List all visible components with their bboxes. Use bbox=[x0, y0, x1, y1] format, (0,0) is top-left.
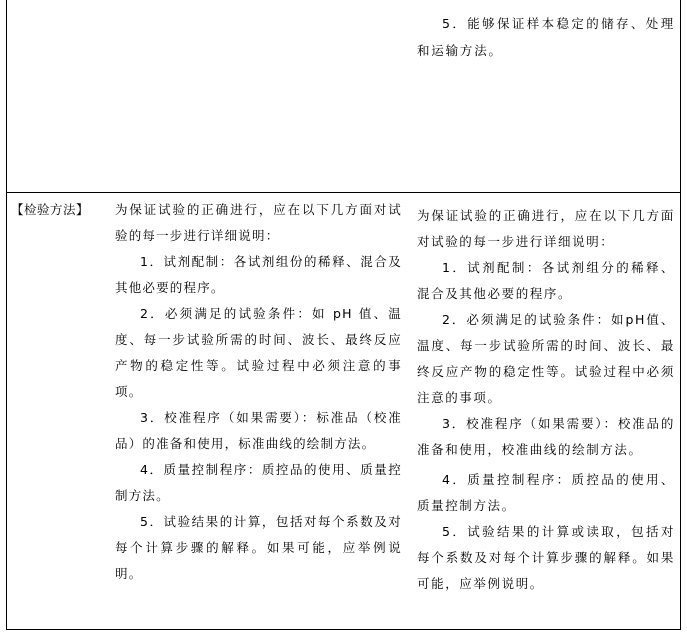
revised-intro: 为保证试验的正确进行，应在以下几方面对试验的每一步进行详细说明： bbox=[417, 208, 675, 249]
revised-item-5: 5．试验结果的计算或读取，包括对每个系数及对每个计算步骤的解释。如果可能，应举例说明。 bbox=[417, 524, 675, 591]
row1-revised-text bbox=[417, 10, 675, 64]
row2-original-cell bbox=[106, 192, 410, 630]
row1-original-cell bbox=[106, 0, 410, 193]
original-item-5: 5．试验结果的计算，包括对每个系数及对每个计算步骤的解释。如果可能，应举例说明。 bbox=[115, 514, 402, 581]
revised-item-4: 4．质量控制程序：质控品的使用、质量控制方法。 bbox=[417, 472, 675, 513]
row1-label-cell bbox=[6, 0, 107, 193]
storage-item: 5．能够保证样本稳定的储存、处理和运输方法。 bbox=[417, 16, 675, 58]
revised-item-3: 3．校准程序（如果需要）：校准品的准备和使用，校准曲线的绘制方法。 bbox=[417, 416, 675, 457]
row2-label-cell bbox=[6, 192, 107, 630]
revised-item-1: 1．试剂配制：各试剂组分的稀释、混合及其他必要的程序。 bbox=[417, 260, 675, 301]
section-label: 【检验方法】 bbox=[11, 202, 90, 217]
row1-revised-cell bbox=[409, 0, 681, 193]
original-item-2: 2．必须满足的试验条件：如 pH 值、温度、每一步试验所需的时间、波长、最终反应产物的稳定性等。试验过程中必须注意的事项。 bbox=[115, 306, 402, 399]
original-intro: 为保证试验的正确进行，应在以下几方面对试验的每一步进行详细说明： bbox=[115, 202, 402, 243]
revised-text bbox=[417, 197, 675, 597]
revised-item-2: 2．必须满足的试验条件：如pH值、温度、每一步试验所需的时间、波长、最终反应产物的稳定性等。试验过程中必须注意的事项。 bbox=[417, 312, 675, 405]
original-item-3: 3．校准程序（如果需要）：标准品（校准品）的准备和使用，标准曲线的绘制方法。 bbox=[115, 410, 402, 451]
row2-revised-cell bbox=[409, 192, 681, 630]
original-item-1: 1．试剂配制：各试剂组份的稀释、混合及其他必要的程序。 bbox=[115, 254, 402, 295]
original-item-4: 4．质量控制程序：质控品的使用、质量控制方法。 bbox=[115, 462, 402, 503]
original-text bbox=[115, 197, 402, 587]
